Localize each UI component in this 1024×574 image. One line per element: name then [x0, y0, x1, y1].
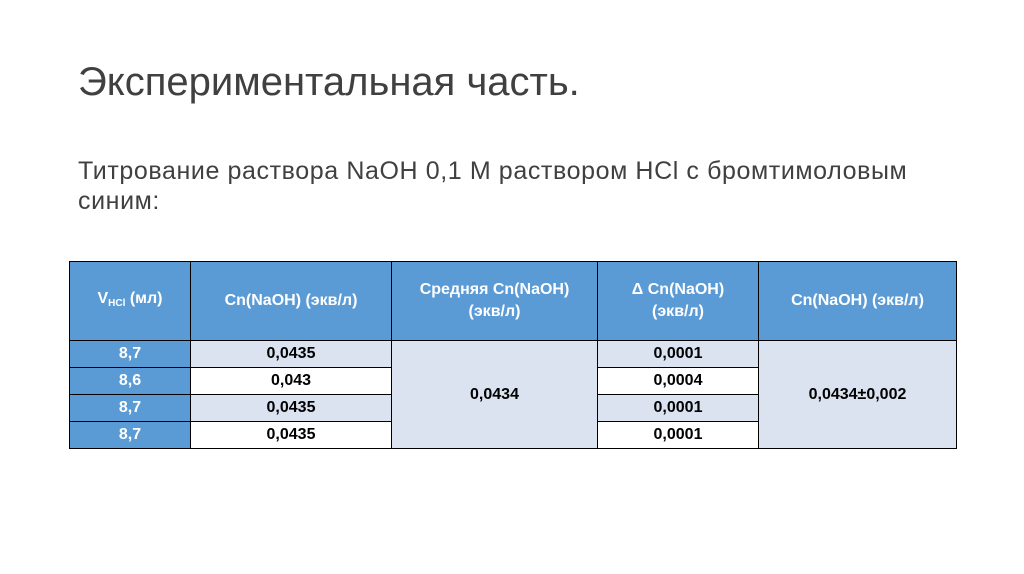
slide-subtitle: Титрование раствора NaOH 0,1 М раствором HCl с бромтимоловым синим: [78, 157, 908, 215]
cell-v: 8,7 [70, 395, 191, 422]
header-v-sub: HCl [108, 297, 126, 309]
header-cn: Cn(NaOH) (экв/л) [191, 262, 392, 341]
cell-average: 0,0434 [392, 341, 598, 449]
header-v-unit: (мл) [125, 289, 163, 307]
header-average-line2: (экв/л) [468, 303, 521, 320]
table-row [70, 341, 957, 368]
header-v-hcl [70, 262, 191, 341]
table-header-row [70, 262, 957, 341]
cell-v: 8,7 [70, 341, 191, 368]
cell-cn: 0,0435 [191, 422, 392, 449]
header-result: Cn(NaOH) (экв/л) [759, 262, 957, 341]
cell-result: 0,0434±0,002 [759, 341, 957, 449]
cell-cn: 0,0435 [191, 341, 392, 368]
titration-table [69, 261, 957, 449]
header-delta [598, 262, 759, 341]
header-average [392, 262, 598, 341]
header-delta-line1: Δ Cn(NaOH) [631, 281, 725, 298]
header-delta-line2: (экв/л) [652, 303, 704, 320]
cell-cn: 0,0435 [191, 395, 392, 422]
cell-v: 8,7 [70, 422, 191, 449]
slide-title: Экспериментальная часть. [78, 60, 580, 104]
cell-v: 8,6 [70, 368, 191, 395]
cell-delta: 0,0004 [598, 368, 759, 395]
header-average-line1: Средняя Cn(NaOH) [419, 281, 570, 298]
cell-delta: 0,0001 [598, 395, 759, 422]
cell-delta: 0,0001 [598, 422, 759, 449]
cell-delta: 0,0001 [598, 341, 759, 368]
header-v-main: V [97, 289, 109, 307]
cell-cn: 0,043 [191, 368, 392, 395]
